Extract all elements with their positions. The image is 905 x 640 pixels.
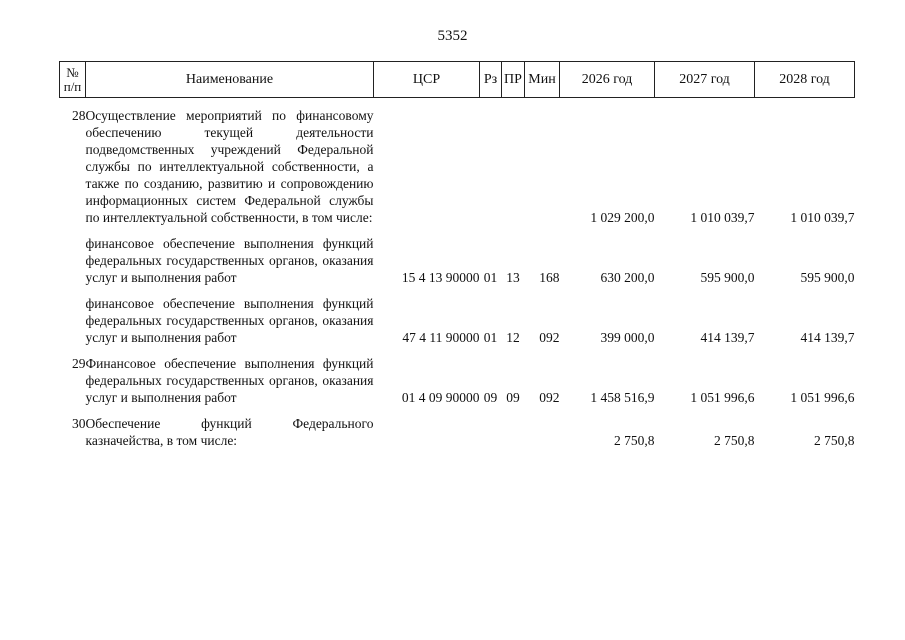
row-amount-2027: 595 900,0	[700, 270, 755, 285]
row-pr: 13	[506, 270, 520, 285]
row-amount-2028: 595 900,0	[800, 270, 855, 285]
table-row	[60, 107, 855, 226]
row-pr	[502, 415, 525, 449]
row-number: 29	[72, 356, 86, 371]
row-amount-2027: 2 750,8	[714, 433, 755, 448]
row-name: финансовое обеспечение выполнения функций федеральных государственных органов, оказания услуг и выполнения работ	[85, 296, 374, 345]
row-rz: 01	[483, 270, 498, 285]
row-amount-2028: 414 139,7	[800, 330, 855, 345]
table-body	[60, 98, 855, 450]
col-header-name: Наименование	[86, 62, 374, 98]
row-min: 092	[539, 390, 560, 405]
col-header-2027: 2027 год	[655, 62, 755, 98]
row-csr	[374, 107, 480, 226]
page-number: 5352	[437, 28, 468, 44]
row-amount-2028: 2 750,8	[814, 433, 855, 448]
row-rz: 09	[483, 390, 498, 405]
row-amount-2026: 2 750,8	[614, 433, 655, 448]
col-header-pr: ПР	[502, 62, 525, 98]
row-rz	[480, 415, 502, 449]
row-min	[525, 415, 560, 449]
row-amount-2026: 1 458 516,9	[590, 390, 655, 405]
row-pr: 09	[506, 390, 520, 405]
budget-table	[59, 61, 855, 449]
row-pr	[502, 107, 525, 226]
row-min	[525, 107, 560, 226]
row-rz	[480, 107, 502, 226]
table-row	[60, 235, 855, 286]
row-name: Финансовое обеспечение выполнения функций федеральных государственных органов, оказания услуг и выполнения работ	[85, 356, 374, 405]
table-row	[60, 415, 855, 449]
col-header-2028: 2028 год	[755, 62, 855, 98]
row-csr: 47 4 11 90000	[402, 330, 480, 345]
row-csr: 01 4 09 90000	[401, 390, 480, 405]
col-header-2026: 2026 год	[560, 62, 655, 98]
row-amount-2027: 1 010 039,7	[690, 210, 755, 225]
col-header-no: № п/п	[60, 62, 86, 98]
row-pr: 12	[506, 330, 520, 345]
row-number: 28	[72, 108, 86, 123]
row-amount-2027: 1 051 996,6	[690, 390, 755, 405]
row-number	[60, 235, 86, 286]
row-name: Обеспечение функций Федерального казначейства, в том числе:	[85, 416, 374, 448]
row-number: 30	[72, 416, 86, 431]
row-csr: 15 4 13 90000	[401, 270, 480, 285]
col-header-rz: Рз	[480, 62, 502, 98]
row-amount-2028: 1 010 039,7	[790, 210, 855, 225]
row-csr	[374, 415, 480, 449]
table-row	[60, 355, 855, 406]
row-amount-2026: 630 200,0	[600, 270, 655, 285]
row-amount-2028: 1 051 996,6	[790, 390, 855, 405]
row-name: Осуществление мероприятий по финансовому обеспечению текущей деятельности подведомственных учреждений Федеральной службы по интеллектуальной собственности, а также по созданию, развитию и сопровождению информационных систем Федеральной службы по интеллектуальной собственности, в том числе:	[85, 108, 374, 225]
table-header	[60, 62, 855, 98]
row-amount-2026: 1 029 200,0	[590, 210, 655, 225]
row-amount-2027: 414 139,7	[700, 330, 755, 345]
row-min: 092	[539, 330, 560, 345]
row-number	[60, 295, 86, 346]
col-header-csr: ЦСР	[374, 62, 480, 98]
col-header-min: Мин	[525, 62, 560, 98]
row-rz: 01	[483, 330, 498, 345]
table-row	[60, 295, 855, 346]
row-amount-2026: 399 000,0	[600, 330, 655, 345]
row-name: финансовое обеспечение выполнения функций федеральных государственных органов, оказания услуг и выполнения работ	[85, 236, 374, 285]
row-min: 168	[539, 270, 560, 285]
